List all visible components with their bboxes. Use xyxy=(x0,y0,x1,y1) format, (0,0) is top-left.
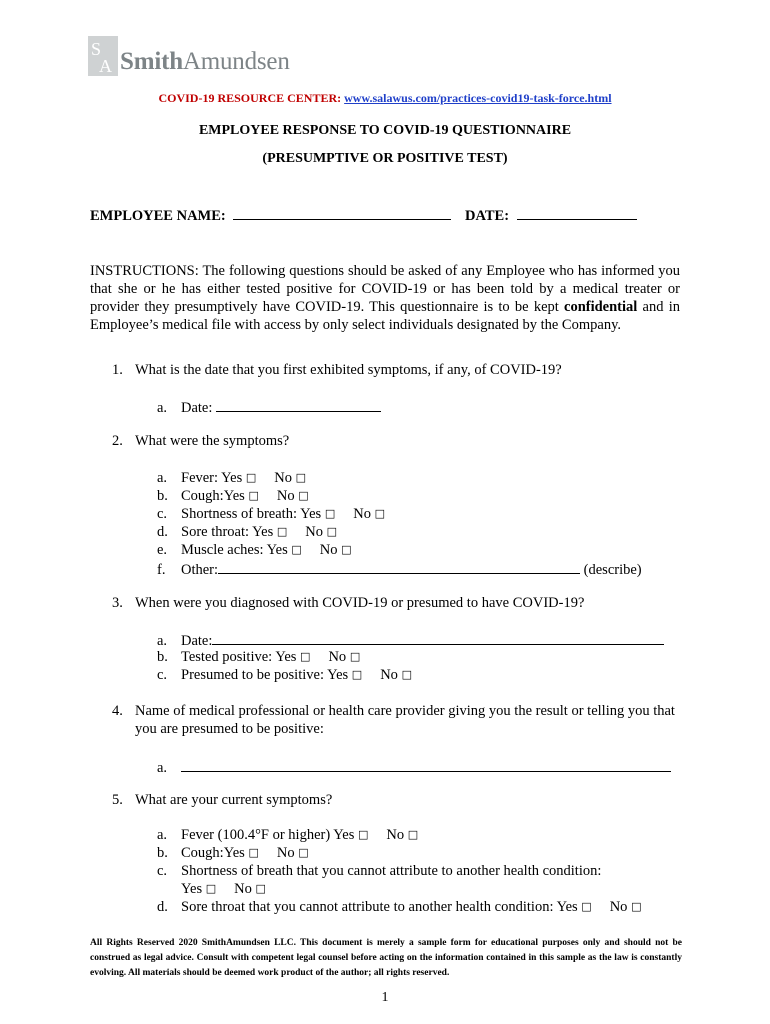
q4-provider-row xyxy=(157,758,671,777)
no-label: No xyxy=(380,667,398,683)
yes-label: Yes xyxy=(181,881,203,897)
item-label: Muscle aches: xyxy=(181,542,264,558)
no-label: No xyxy=(276,488,295,504)
svg-text:S: S xyxy=(91,39,102,59)
page-number: 1 xyxy=(381,990,389,1005)
q2-sore-throat-row xyxy=(157,524,337,541)
no-checkbox[interactable]: □ xyxy=(374,507,385,520)
yes-checkbox[interactable]: □ xyxy=(351,668,363,681)
no-checkbox[interactable]: □ xyxy=(255,882,266,895)
smithamundsen-logo-mark xyxy=(88,36,118,76)
yes-label: Yes xyxy=(275,649,297,665)
resource-center-label: COVID-19 RESOURCE CENTER: xyxy=(158,91,342,105)
q2-other-row xyxy=(157,560,642,579)
question-text: When were you diagnosed with COVID-19 or presumed to have COVID-19? xyxy=(135,595,585,611)
item-letter: d. xyxy=(157,899,168,915)
question-4 xyxy=(112,702,682,738)
employee-name-label: EMPLOYEE NAME: xyxy=(90,208,226,224)
q3-tested-positive-row xyxy=(157,649,360,666)
company-logo-wordmark xyxy=(120,48,290,76)
logo-name-rest: Amundsen xyxy=(182,48,290,75)
yes-label: Yes xyxy=(223,488,245,504)
no-checkbox[interactable]: □ xyxy=(298,489,309,502)
q3-date-row xyxy=(157,631,664,650)
q3-date-field[interactable] xyxy=(212,631,664,645)
resource-center-link[interactable]: www.salawus.com/practices-covid19-task-force.html xyxy=(344,91,612,105)
resource-center-line xyxy=(0,91,770,106)
question-text: What are your current symptoms? xyxy=(135,792,333,808)
no-label: No xyxy=(305,524,324,540)
yes-label: Yes xyxy=(252,524,274,540)
no-checkbox[interactable]: □ xyxy=(349,650,361,663)
q5-shortness-answers xyxy=(181,881,266,898)
instructions-text: INSTRUCTIONS: The following questions should be asked of any Employee who has informed you that she or he has either tested positive for COVID-19 or has been told by a medical treater or provider they presumptively have COVID-19. This questionnaire is to be kept xyxy=(90,263,680,315)
q2-cough-row xyxy=(157,488,309,505)
yes-label: Yes xyxy=(327,667,349,683)
item-label: Other: xyxy=(181,562,219,578)
yes-checkbox[interactable]: □ xyxy=(581,900,592,913)
question-number: 5. xyxy=(112,792,123,808)
q2-other-field[interactable] xyxy=(218,560,580,574)
describe-label: (describe) xyxy=(583,562,642,578)
q2-shortness-row xyxy=(157,506,385,523)
question-text: What were the symptoms? xyxy=(135,433,290,449)
item-letter: a. xyxy=(157,633,168,649)
item-letter: a. xyxy=(157,400,168,416)
item-letter: a. xyxy=(157,760,168,776)
no-label: No xyxy=(234,881,252,897)
yes-label: Yes xyxy=(300,506,322,522)
question-number: 2. xyxy=(112,433,123,449)
date-field[interactable] xyxy=(517,206,637,220)
item-label: Shortness of breath that you cannot attribute to another health condition: xyxy=(181,863,602,879)
q2-muscle-aches-row xyxy=(157,542,352,559)
no-label: No xyxy=(319,542,338,558)
no-checkbox[interactable]: □ xyxy=(295,471,307,484)
yes-checkbox[interactable]: □ xyxy=(276,525,288,538)
no-label: No xyxy=(328,649,347,665)
yes-checkbox[interactable]: □ xyxy=(291,543,302,556)
no-label: No xyxy=(353,506,371,522)
item-letter: b. xyxy=(157,488,168,504)
instructions-text-end: and in Employee’s medical file with access by only select individuals designated by the Company. xyxy=(90,299,680,333)
q5-shortness-row xyxy=(157,863,601,880)
item-letter: f. xyxy=(157,562,166,578)
question-text: Name of medical professional or health care provider giving you the result or telling you that you are presumed to be positive: xyxy=(135,703,675,737)
item-letter: d. xyxy=(157,524,168,540)
no-checkbox[interactable]: □ xyxy=(341,543,352,556)
item-label: Presumed to be positive: xyxy=(181,667,324,683)
item-label: Tested positive: xyxy=(181,649,273,665)
q5-sore-throat-row xyxy=(157,899,641,916)
yes-checkbox[interactable]: □ xyxy=(357,828,369,841)
q2-fever-row xyxy=(157,470,306,487)
item-letter: b. xyxy=(157,649,168,665)
item-label: Date: xyxy=(181,633,213,649)
logo-name-bold: Smith xyxy=(120,48,183,75)
yes-checkbox[interactable]: □ xyxy=(245,471,257,484)
yes-checkbox[interactable]: □ xyxy=(205,882,217,895)
svg-text:A: A xyxy=(99,56,112,76)
employee-name-field[interactable] xyxy=(233,206,451,220)
no-label: No xyxy=(609,899,628,915)
copyright-disclaimer: All Rights Reserved 2020 SmithAmundsen LLC. This document is merely a sample form for educational purposes only and should not be construed as legal advice. Consult with competent legal counsel before acting on the information contained in this sample as the law is constantly evolving. All materials should be deemed work product of the author; all rights reserved. xyxy=(90,938,682,978)
item-label: Cough: xyxy=(181,488,224,504)
item-label: Date: xyxy=(181,400,213,416)
instructions-paragraph xyxy=(90,262,680,334)
document-subtitle: (PRESUMPTIVE OR POSITIVE TEST) xyxy=(262,151,508,166)
yes-checkbox[interactable]: □ xyxy=(248,489,259,502)
no-checkbox[interactable]: □ xyxy=(631,900,642,913)
item-label: Sore throat: xyxy=(181,524,250,540)
item-letter: c. xyxy=(157,863,168,879)
q1-date-field[interactable] xyxy=(216,398,381,412)
no-label: No xyxy=(276,845,295,861)
employee-header-line xyxy=(90,206,637,225)
q5-fever-row xyxy=(157,827,418,844)
q4-provider-field[interactable] xyxy=(181,758,671,772)
item-letter: e. xyxy=(157,542,168,558)
item-label: Sore throat that you cannot attribute to another health condition: xyxy=(181,899,554,915)
yes-label: Yes xyxy=(556,899,578,915)
question-2 xyxy=(112,433,289,450)
question-1 xyxy=(112,362,562,379)
instructions-confidential: confidential xyxy=(564,299,638,315)
item-label: Fever (100.4°F or higher) xyxy=(181,827,331,843)
yes-checkbox[interactable]: □ xyxy=(300,650,311,663)
item-letter: c. xyxy=(157,667,168,683)
no-label: No xyxy=(274,470,293,486)
q5-cough-row xyxy=(157,845,309,862)
question-number: 3. xyxy=(112,595,123,611)
no-label: No xyxy=(386,827,405,843)
yes-label: Yes xyxy=(221,470,243,486)
item-letter: c. xyxy=(157,506,168,522)
yes-label: Yes xyxy=(333,827,355,843)
item-label: Fever: xyxy=(181,470,219,486)
item-letter: a. xyxy=(157,827,168,843)
q1-date-row xyxy=(157,398,381,417)
date-label: DATE: xyxy=(464,208,510,224)
item-label: Shortness of breath: xyxy=(181,506,297,522)
yes-label: Yes xyxy=(266,542,288,558)
document-title: EMPLOYEE RESPONSE TO COVID-19 QUESTIONNAIRE xyxy=(198,123,572,138)
no-checkbox[interactable]: □ xyxy=(407,828,419,841)
no-checkbox[interactable]: □ xyxy=(401,668,412,681)
question-number: 1. xyxy=(112,362,123,378)
q3-presumed-row xyxy=(157,667,412,684)
item-letter: a. xyxy=(157,470,168,486)
question-number: 4. xyxy=(112,703,123,719)
yes-label: Yes xyxy=(223,845,245,861)
question-3 xyxy=(112,595,584,612)
question-text: What is the date that you first exhibited symptoms, if any, of COVID-19? xyxy=(135,362,562,378)
item-letter: b. xyxy=(157,845,168,861)
yes-checkbox[interactable]: □ xyxy=(324,507,336,520)
question-5 xyxy=(112,792,332,809)
item-label: Cough: xyxy=(181,845,224,861)
no-checkbox[interactable]: □ xyxy=(326,525,338,538)
yes-checkbox[interactable]: □ xyxy=(248,846,259,859)
no-checkbox[interactable]: □ xyxy=(298,846,309,859)
